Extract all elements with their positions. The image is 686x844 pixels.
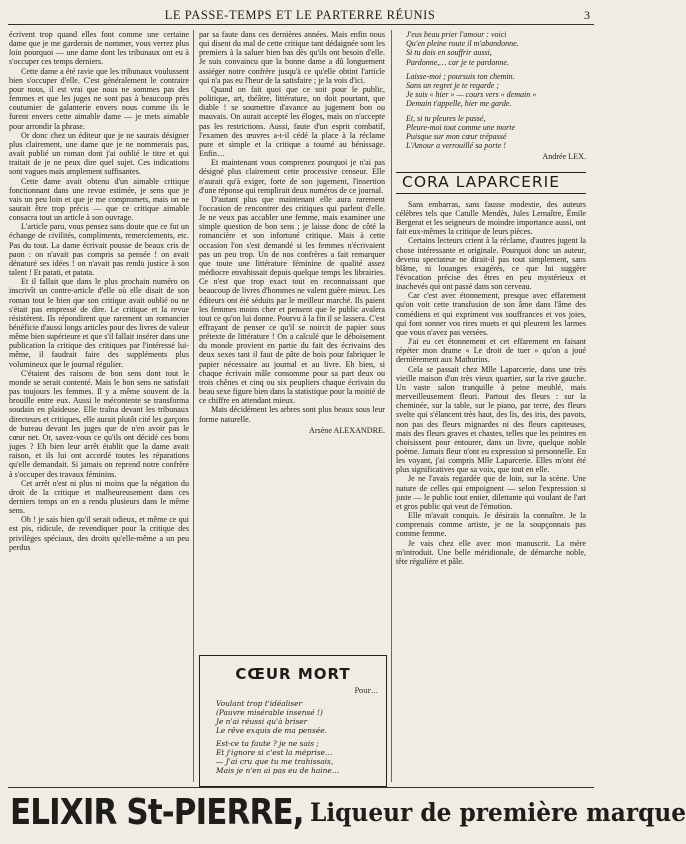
- section-title: CORA LAPARCERIE: [402, 172, 560, 191]
- advert-rule: [8, 787, 594, 788]
- paragraph: Oh ! je sais bien qu'il serait odieux, et même ce qui est pis, ridicule, de revendiquer pour la critique des privilèges spéciaux, des droits qu'elle-même a un peu perdus: [9, 515, 189, 552]
- verse-line: Pleure-moi tout comme une morte: [406, 122, 516, 132]
- paragraph: écrivent trop quand elles font comme une certaine dame que je me garderais de nommer, vous verrez plus loin pourquoi — une dame dont les tribunaux ont eu à s'occuper ces temps derniers.: [9, 30, 189, 67]
- poem-box: [199, 655, 387, 787]
- column-divider-2: [391, 30, 392, 782]
- advertisement-banner: [10, 790, 686, 842]
- verse-line: Pardonne,… car je te pardonne.: [406, 57, 509, 67]
- poem-signature: Andrée LEX.: [542, 152, 586, 162]
- column-2: [199, 30, 385, 435]
- column-3: [396, 30, 586, 566]
- poem-dedication: Pour…: [354, 687, 378, 695]
- advert-brand: ELIXIR St-PIERRE,: [10, 792, 304, 833]
- paragraph: D'autant plus que maintenant elle aura rarement l'occasion de rencontrer des critiques qui parlent d'elle. Je ne veux pas accabler une femme, mais examiner une simple question de bon sens ; je laisse donc de côté la romancière et son infortuné critique. Mais à cette occasion l'on s'est demandé si les femmes n'écrivaient pas un peu trop. Un de nos confrères a fait remarquer que toute une littérature féminine de qualité assez médiocre envahissait depuis quelque temps les librairies. Ce n'est que trop exact tout en reconnaissant que beaucoup de livres d'hommes ne valent guère mieux. Les éditeurs ont été séduits par le meilleur marché. Ils paient les femmes moins cher et pensent que le public avalera tout ce qu'on lui donne. Pourvu à la fin il se lassera. C'est effrayant de penser ce qu'il se noircit de papier sous prétexte de littérature ! On a calculé que le déboisement du monde provient en partie du fait des écrivains des deux sexes tant il faut de pâte de bois pour fabriquer le papier nécessaire au journal et au livre. Eh bien, si chaque écrivain mâle consomme pour sa part deux ou trois chênes et cinq ou six peupliers chaque écrivain du beau sexe figure bien dans la statistique pour la moitié de ce chiffre en attendant mieux.: [199, 194, 385, 406]
- poem-continuation: [406, 30, 586, 150]
- page-number: 3: [584, 8, 590, 22]
- poem-verses: [216, 699, 386, 775]
- verse-line: (Pauvre misérable insensé !): [216, 708, 323, 717]
- paragraph: Mais décidément les arbres sont plus beaux sous leur forme naturelle.: [199, 405, 385, 424]
- verse-line: J'eus beau prier l'amour : voici: [406, 30, 507, 39]
- article-signature: Arsène ALEXANDRE.: [309, 425, 385, 435]
- paragraph: Car c'est avec étonnement, presque avec effarement qu'on voit cette transfusion de son âme dans l'âme des comédiens et qui expriment vos souffrances et vos joies, qui font sonner vos rires muets et qui pleurent les larmes que vous n'avez pas versées.: [396, 291, 586, 337]
- verse-line: Puisque sur mon cœur trépassé: [406, 132, 507, 142]
- verse-line: Je n'ai réussi qu'à briser: [216, 717, 308, 726]
- column-divider-1: [193, 30, 194, 782]
- verse-line: — J'ai cru que tu me trahissais,: [216, 757, 334, 766]
- section-heading-box: [396, 172, 586, 194]
- paragraph: Or donc chez un éditeur que je ne saurais désigner plus clairement, une dame que je ne nommerais pas, avait publié un roman dont j'ai oublié le titre et qui traitait de je ne peux dire quel sujet. Ces indications sont vagues mais amplement suffisantes.: [9, 130, 189, 177]
- paragraph: C'étaient des raisons de bon sens dont tout le monde se serait contenté. Mais le bon sens ne satisfait pas toujours les femmes. Il y a même souvent de la brouille entre eux. Aussi le mécontente se transforma soudain en plaideuse. Elle traîna devant les tribunaux directeurs et critiques, elle aurait plutôt cité les garçons de bureau devant les juges que de n'en avoir pas le cœur net. Or, savez-vous ce qu'ils ont décidé ces bons juges ? Eh bien leur arrêt établit que la dame avait raison, et ils lui ont accordé toutes les réparations qu'elle demandait. Si jamais on reprend notre confrère à s'occuper des travaux féminins.: [9, 368, 189, 479]
- verse-line: Et, si tu pleures le passé,: [406, 113, 486, 123]
- column-1: [9, 30, 189, 552]
- paragraph: J'ai eu cet étonnement et cet effarement en faisant répéter mon drame « Le droit de tuer » qu'on a joué dernièrement aux Mathurins.: [396, 337, 586, 365]
- verse-line: Est-ce ta faute ? je ne sais ;: [216, 739, 319, 748]
- verse-line: Et j'ignore si c'est la méprise…: [216, 748, 333, 757]
- page-header: [0, 6, 600, 26]
- paragraph: Et il fallait que dans le plus prochain numéro on inscrivît un contre-article d'elle où elle disait de son roman tout le bien que son critique avait oublié ou ne s'était pas empressé de dire. Le critique et la revue résistèrent. Ils répondirent que rarement un romancier bénéficie d'aussi longs articles pour des livres de valeur même bien supérieure et que s'il fallait insérer dans une publication la critique des critiques par l'intéressé lui-même, il faudrait faire des suppléments plus volumineux que le journal régulier.: [9, 277, 189, 369]
- paragraph: Cette dame a été ravie que les tribunaux voulussent bien s'occuper d'elle. C'est généralement le contraire pour nous, il est vrai que nous ne sommes pas des femmes et que les juges ne sont pas à beaucoup près coutumier de galanterie envers nous comme ils le furent envers cette aimable dame — je mets aimable pour arrondir la phrase.: [9, 66, 189, 131]
- paragraph: Sans embarras, sans fausse modestie, des auteurs célèbres tels que Catulle Mendès, Jules Lemaître, Émile Bergerat et les seigneurs de moindre importance aussi, ont fait eux-mêmes la critique de leurs pièces.: [396, 199, 586, 237]
- paragraph: Elle m'avait conquis. Je désirais la connaître. Je la comprenais comme artiste, je ne la soupçonnais pas comme femme.: [396, 511, 586, 539]
- paragraph: Je ne l'avais regardée que de loin, sur la scène. Une nature de celles qui empoignent — selon l'expression si juste — le public tout entier, dilettante qui voulant de l'art et gros public qui veut de l'émotion.: [396, 474, 586, 511]
- verse-line: Sans un regret je te regarde ;: [406, 81, 500, 91]
- verse-line: Mais je n'en ai pas eu de haine…: [216, 766, 340, 775]
- verse-line: Je suis « hier » — cours vers « demain »: [406, 90, 537, 100]
- verse-line: Demain t'appelle, hier me garde.: [406, 99, 512, 109]
- newspaper-title: LE PASSE-TEMPS ET LE PARTERRE RÉUNIS: [164, 8, 436, 22]
- verse-line: Si tu dois en souffrir aussi,: [406, 48, 492, 58]
- paragraph: Quand on fait quoi que ce soit pour le public, politique, art, théâtre, littérature, on doit pourtant, que diable ! se soumettre d'avance au jugement bon ou mauvais. On aurait accepté les éloges, mais on n'accepte pas les restrictions. Aussi, faute d'un esprit combatif, l'examen des œuvres a-t-il cédé la place à la réclame pure et simple et la critique a tourné au bénissage. Enfin…: [199, 84, 385, 159]
- paragraph: Cette dame avait obtenu d'un aimable critique fonctionnant dans une revue estimée, je sens que je vais un peu loin et que je me compromets, mais on ne saurait être trop précis — que ce critique aimable consacra tout un article à son ouvrage.: [9, 176, 189, 223]
- verse-line: Le rêve exquis de ma pensée.: [216, 726, 327, 735]
- verse-line: Qu'en pleine route il m'abandonne.: [406, 39, 519, 49]
- paragraph: Cela se passait chez Mlle Laparcerie, dans une très vieille maison d'un très vieux quartier, sur la rive gauche. Un vaste salon tranquille à peine meublé, mais merveilleusement fleuri. Partout des fleurs : sur la cheminée, sur la table, sur le piano, par terre, des fleurs svelte qui s'élancent très haut, des lis, des iris, des pavots, non pas des fleurs mignardes ni des fleurs capiteuses, mais des fleurs graves et chastes, telles que les peintres en choisissent pour entourer, dans un livre, quelque noble poème. Jamais fleur n'ont eu expression si personnelle. En les voyant, j'ai compris Mlle Laparcerie. Elles m'ont été plus significatives que sa voix, que tout en elle.: [396, 364, 586, 475]
- verse-line: Voulant trop t'idéaliser: [216, 699, 303, 708]
- paragraph: par sa faute dans ces dernières années. Mais enfin nous qui disent du mal de cette critique tant dédaignée sont les premiers à la saluer bien bas dès qu'ils ont besoin d'elle. Je suis convaincu que la bonne dame a dû longuement assiéger notre confrère jusqu'à ce qu'elle obtint l'article qui n'a pas eu l'heur de la satisfaire ; je la vois d'ici.: [199, 30, 385, 85]
- paragraph: Cet arrêt n'est ni plus ni moins que la négation du droit de la critique et malheureusement dans ces derniers temps on en a rendu plusieurs dans le même sens.: [9, 478, 189, 516]
- verse-line: Laisse-moi ; poursuis ton chemin.: [406, 71, 515, 81]
- poem-title: CŒUR MORT: [235, 665, 351, 683]
- header-rule: [8, 24, 594, 25]
- paragraph: Et maintenant vous comprenez pourquoi je n'ai pas désigné plus clairement cette processive censeur. Elle n'aurait qu'à exiger, forte de son jugement, l'insertion d'une réponse qui remplirait deux numéros de ce journal.: [199, 158, 385, 195]
- paragraph: L'article paru, vous pensez sans doute que ce fut un échange de civilités, compliments, remerciements, etc. Pas du tout. La dame écrivait pousse de beaux cris de paon : on n'avait pas compris sa pensée ! on avait dénaturé ses idées ! on n'avait pas rendu justice à son talent ! Et patati, et patata.: [9, 222, 189, 278]
- verse-line: L'Amour a verrouillé sa porte !: [406, 141, 506, 151]
- paragraph: Certains lecteurs crient à la réclame, d'autres jugent la chose intéressante et originale. Pourquoi donc un auteur, devenu spectateur ne dirait-il pas tout simplement, sans blâme, ni louanges exagérés, ce que lui suggère l'évocation précise des êtres en peu mystérieux et inachevés qui ont passé dans son cerveau.: [396, 236, 586, 292]
- advert-tagline: Liqueur de première marque: [310, 798, 686, 827]
- paragraph: Je vais chez elle avec mon manuscrit. La mère m'introduit. Une belle méridionale, de démarche noble, tête régulière et pâle.: [396, 538, 586, 566]
